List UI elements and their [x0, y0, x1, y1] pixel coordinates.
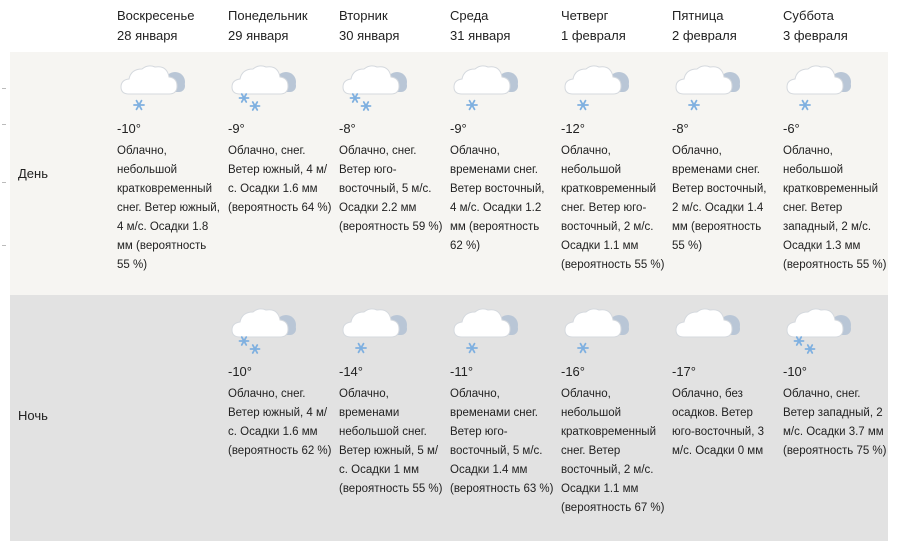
- day-cell-6: [776, 52, 887, 295]
- night-cell-4: [554, 295, 665, 541]
- night-row: [10, 295, 888, 541]
- weekday: Среда: [450, 8, 489, 23]
- date: 1 февраля: [561, 28, 626, 43]
- night-cell-0: [110, 295, 221, 541]
- weekday: Пятница: [672, 8, 724, 23]
- temperature: -9°: [228, 121, 245, 136]
- cloud-light-snow-icon: [117, 58, 197, 116]
- temperature: -9°: [450, 121, 467, 136]
- header-row: [10, 0, 888, 52]
- weekday: Воскресенье: [117, 8, 195, 23]
- cloud-light-snow-icon: [450, 301, 530, 359]
- left-edge-marks: [0, 0, 10, 541]
- cloud-light-snow-icon: [783, 58, 863, 116]
- cloud-icon: [672, 301, 752, 359]
- weather-description: Облачно, временами снег. Ветер восточный, 4 м/с. Осадки 1.2 мм (вероятность 62 %): [450, 145, 545, 252]
- temperature: -11°: [450, 364, 474, 379]
- temperature: -17°: [672, 364, 696, 379]
- weather-description: Облачно, небольшой кратковременный снег. Ветер южный, 4 м/с. Осадки 1.8 мм (вероятность 55 %): [117, 145, 220, 271]
- day-header-6: [776, 0, 887, 52]
- night-cell-3: [443, 295, 554, 541]
- cloud-light-snow-icon: [561, 58, 641, 116]
- temperature: -14°: [339, 364, 363, 379]
- weather-description: Облачно, временами снег. Ветер юго-восточный, 5 м/с. Осадки 1.4 мм (вероятность 63 %): [450, 388, 554, 495]
- day-header-1: [221, 0, 332, 52]
- row-label-text: Ночь: [18, 408, 48, 423]
- weather-description: Облачно, временами небольшой снег. Ветер южный, 5 м/с. Осадки 1 мм (вероятность 55 %): [339, 388, 443, 495]
- day-cell-1: [221, 52, 332, 295]
- weather-description: Облачно, без осадков. Ветер юго-восточный, 3 м/с. Осадки 0 мм: [672, 388, 765, 457]
- weather-description: Облачно, снег. Ветер западный, 2 м/с. Осадки 3.7 мм (вероятность 75 %): [783, 388, 887, 457]
- temperature: -10°: [783, 364, 807, 379]
- day-header-5: [665, 0, 776, 52]
- cloud-snow-icon: [228, 58, 308, 116]
- day-cell-2: [332, 52, 443, 295]
- temperature: -6°: [783, 121, 800, 136]
- weather-description: Облачно, небольшой кратковременный снег. Ветер западный, 2 м/с. Осадки 1.3 мм (вероятность 55 %): [783, 145, 887, 271]
- night-row-label: [10, 295, 110, 541]
- temperature: -8°: [672, 121, 689, 136]
- date: 3 февраля: [783, 28, 848, 43]
- weather-description: Облачно, временами снег. Ветер восточный, 2 м/с. Осадки 1.4 мм (вероятность 55 %): [672, 145, 767, 252]
- cloud-snow-icon: [339, 58, 419, 116]
- day-row: [10, 52, 888, 295]
- day-row-label: [10, 52, 110, 295]
- date: 30 января: [339, 28, 400, 43]
- night-cell-6: [776, 295, 887, 541]
- temperature: -12°: [561, 121, 585, 136]
- weather-description: Облачно, небольшой кратковременный снег. Ветер юго-восточный, 2 м/с. Осадки 1.1 мм (вероятность 55 %): [561, 145, 665, 271]
- day-header-3: [443, 0, 554, 52]
- cloud-snow-icon: [228, 301, 308, 359]
- temperature: -16°: [561, 364, 585, 379]
- temperature: -10°: [117, 121, 141, 136]
- date: 28 января: [117, 28, 178, 43]
- temperature: -8°: [339, 121, 356, 136]
- header-label-cell: [10, 0, 110, 52]
- cloud-snow-icon: [783, 301, 863, 359]
- day-cell-4: [554, 52, 665, 295]
- weather-description: Облачно, снег. Ветер юго-восточный, 5 м/с. Осадки 2.2 мм (вероятность 59 %): [339, 145, 443, 233]
- day-cell-3: [443, 52, 554, 295]
- day-cell-5: [665, 52, 776, 295]
- night-cell-1: [221, 295, 332, 541]
- weather-description: Облачно, небольшой кратковременный снег. Ветер восточный, 2 м/с. Осадки 1.1 мм (вероятность 67 %): [561, 388, 665, 514]
- date: 2 февраля: [672, 28, 737, 43]
- day-header-2: [332, 0, 443, 52]
- weekday: Вторник: [339, 8, 388, 23]
- row-label-text: День: [18, 166, 48, 181]
- weather-description: Облачно, снег. Ветер южный, 4 м/с. Осадки 1.6 мм (вероятность 62 %): [228, 388, 332, 457]
- day-cell-0: [110, 52, 221, 295]
- cloud-light-snow-icon: [561, 301, 641, 359]
- day-header-4: [554, 0, 665, 52]
- cloud-light-snow-icon: [339, 301, 419, 359]
- forecast-table: [10, 0, 888, 541]
- weekday: Четверг: [561, 8, 609, 23]
- night-cell-2: [332, 295, 443, 541]
- cloud-light-snow-icon: [450, 58, 530, 116]
- date: 29 января: [228, 28, 289, 43]
- night-cell-5: [665, 295, 776, 541]
- weekday: Суббота: [783, 8, 834, 23]
- cloud-light-snow-icon: [672, 58, 752, 116]
- weekday: Понедельник: [228, 8, 308, 23]
- day-header-0: [110, 0, 221, 52]
- weather-description: Облачно, снег. Ветер южный, 4 м/с. Осадки 1.6 мм (вероятность 64 %): [228, 145, 332, 214]
- temperature: -10°: [228, 364, 252, 379]
- date: 31 января: [450, 28, 511, 43]
